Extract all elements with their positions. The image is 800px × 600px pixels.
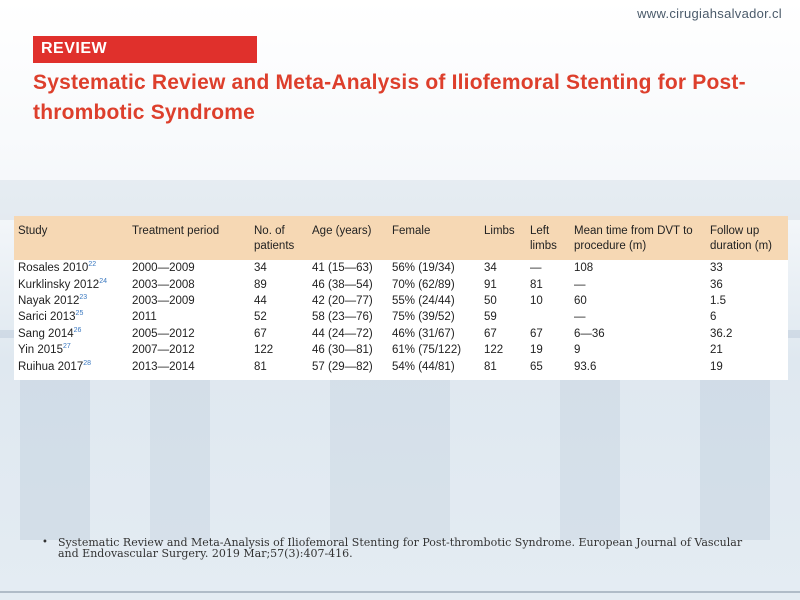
reference-number: 28 [83,359,92,367]
cell-period: 2013—2014 [132,360,195,373]
review-tag: REVIEW [33,36,257,63]
cell-age: 46 (30—81) [312,344,373,357]
cell-age: 58 (23—76) [312,311,373,324]
cell-limbs: 122 [484,344,504,357]
cell-study [14,293,128,309]
cell-dvt: — [574,278,586,291]
cell-limbs: 34 [484,262,497,275]
cell-study [14,276,128,292]
col-header-age: Age (years) [312,225,372,237]
cell-left: 81 [530,278,543,291]
cell-patients: 81 [254,360,267,373]
col-header-period: Treatment period [132,225,220,237]
cell-female: 75% (39/52) [392,311,455,324]
table-header-row [14,216,788,260]
cell-female: 55% (24/44) [392,294,455,307]
cell-age: 42 (20—77) [312,294,373,307]
cell-period: 2005—2012 [132,327,195,340]
reference-number: 22 [88,261,97,269]
cell-limbs: 81 [484,360,497,373]
table-row [14,309,788,325]
cell-dvt: 93.6 [574,360,597,373]
page-title: Systematic Review and Meta-Analysis of Iliofemoral Stenting for Post-thrombotic Syndrome [33,71,746,124]
cell-patients: 52 [254,311,267,324]
site-url: www.cirugiahsalvador.cl [637,6,782,21]
study-name: Rosales 2010 [18,262,89,275]
cell-female: 56% (19/34) [392,262,455,275]
cell-study [14,309,128,325]
cell-dvt: 9 [574,344,581,357]
cell-followup: 36.2 [710,327,733,340]
studies-table [14,216,788,380]
study-name: Sarici 2013 [18,311,76,324]
reference-number: 25 [75,310,84,318]
cell-left: 65 [530,360,543,373]
cell-followup: 6 [710,311,717,324]
table-body [14,260,788,375]
reference-number: 24 [99,277,107,285]
cell-female: 46% (31/67) [392,327,455,340]
col-header-limbs: Limbs [484,225,515,237]
bullet: • [42,537,48,548]
cell-dvt: 60 [574,294,587,307]
cell-limbs: 67 [484,327,497,340]
table-row [14,358,788,374]
cell-patients: 67 [254,327,267,340]
cell-period: 2011 [132,311,157,324]
cell-left: 10 [530,294,543,307]
cell-patients: 44 [254,294,267,307]
cell-followup: 33 [710,262,723,275]
reference-number: 27 [62,343,71,351]
citation-text: Systematic Review and Meta-Analysis of Iliofemoral Stenting for Post-thrombotic Syndrome. European Journal of Vascular and Endovascular Surgery. 2019 Mar;57(3):407-416. [58,536,743,560]
cell-patients: 89 [254,278,267,291]
cell-female: 70% (62/89) [392,278,455,291]
cell-left: 67 [530,327,543,340]
cell-age: 57 (29—82) [312,360,373,373]
cell-followup: 19 [710,360,723,373]
col-header-dvt-time: Mean time from DVT to procedure (m) [574,225,693,252]
study-name: Ruihua 2017 [18,360,84,373]
cell-study [14,358,128,374]
cell-dvt: 6—36 [574,327,605,340]
cell-followup: 36 [710,278,723,291]
cell-female: 61% (75/122) [392,344,462,357]
table-row [14,342,788,358]
citation [42,536,758,560]
table-row [14,326,788,342]
study-name: Yin 2015 [18,344,63,357]
cell-limbs: 50 [484,294,497,307]
col-header-female: Female [392,225,431,237]
cell-followup: 1.5 [710,294,726,307]
col-header-patients: No. of patients [254,225,295,252]
cell-limbs: 91 [484,278,497,291]
cell-left: 19 [530,344,543,357]
cell-age: 41 (15—63) [312,262,373,275]
cell-study [14,326,128,342]
cell-left [526,309,570,325]
cell-period: 2007—2012 [132,344,195,357]
reference-number: 26 [73,326,82,334]
reference-number: 23 [79,294,88,302]
bottom-divider [0,591,800,593]
cell-limbs: 59 [484,311,497,324]
col-header-study: Study [18,225,48,237]
col-header-followup: Follow up duration (m) [710,225,772,252]
cell-followup: 21 [710,344,723,357]
cell-period: 2000—2009 [132,262,195,275]
cell-dvt: 108 [574,262,594,275]
cell-dvt: — [574,311,586,324]
cell-period: 2003—2009 [132,294,195,307]
cell-period: 2003—2008 [132,278,195,291]
table-row [14,293,788,309]
cell-patients: 122 [254,344,274,357]
cell-study [14,260,128,276]
study-name: Nayak 2012 [18,294,80,307]
table-row [14,260,788,276]
study-name: Kurklinsky 2012 [18,278,100,291]
study-name: Sang 2014 [18,327,74,340]
cell-left: — [530,262,542,275]
cell-patients: 34 [254,262,267,275]
cell-female: 54% (44/81) [392,360,455,373]
cell-study [14,342,128,358]
cell-age: 46 (38—54) [312,278,373,291]
table-row [14,276,788,292]
col-header-left-limbs: Left limbs [530,225,557,252]
cell-age: 44 (24—72) [312,327,373,340]
